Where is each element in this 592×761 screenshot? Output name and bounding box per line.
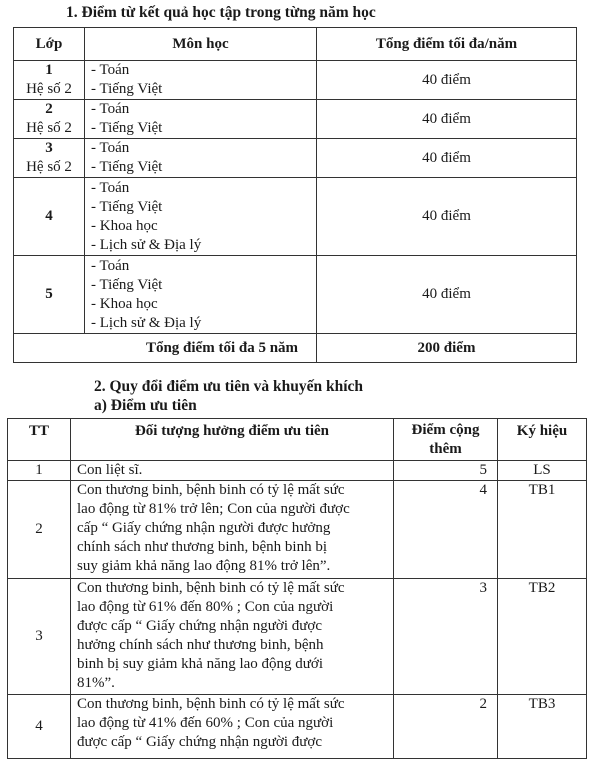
- table-row: [14, 61, 577, 100]
- col-header-max: Tổng điểm tối đa/năm: [317, 28, 577, 61]
- subject: - Tiếng Việt: [91, 159, 163, 175]
- table-row: [14, 178, 577, 256]
- row-number: 1: [8, 461, 71, 481]
- max-score: 40 điểm: [317, 139, 577, 178]
- grade: 1: [45, 62, 53, 78]
- target-text: Con thương binh, bệnh binh có tỷ lệ mất sức: [77, 696, 345, 712]
- subject: - Tiếng Việt: [91, 81, 163, 97]
- target-text: lao động từ 61% đến 80% ; Con của người: [77, 599, 334, 615]
- subject: - Toán: [91, 140, 130, 156]
- col-header-tt: TT: [8, 419, 71, 461]
- subject: - Toán: [91, 179, 130, 196]
- row-number: 2: [8, 481, 71, 579]
- subject: - Tiếng Việt: [91, 198, 163, 215]
- code: TB1: [498, 481, 587, 579]
- code: TB2: [498, 579, 587, 695]
- score-table: [13, 27, 577, 363]
- col-header-points: Điểm cộng thêm: [394, 419, 498, 461]
- target-text: chính sách như thương binh, bệnh binh bị: [77, 539, 327, 555]
- table-row: [14, 256, 577, 334]
- grade: 4: [14, 178, 85, 256]
- target-text: Con thương binh, bệnh binh có tỷ lệ mất sức: [77, 580, 345, 596]
- total-row: [14, 334, 577, 363]
- coefficient: Hệ số 2: [26, 120, 72, 136]
- target-text: hưởng chính sách như thương binh, bệnh: [77, 637, 324, 653]
- coefficient: Hệ số 2: [26, 81, 72, 97]
- subject: - Tiếng Việt: [91, 276, 163, 293]
- points: 3: [394, 579, 498, 695]
- target-text: binh bị suy giảm khả năng lao động dưới: [77, 656, 324, 672]
- col-header-grade: Lớp: [14, 28, 85, 61]
- row-number: 4: [8, 695, 71, 759]
- col-header-code: Ký hiệu: [498, 419, 587, 461]
- target-text: cấp “ Giấy chứng nhận người được hưởng: [77, 520, 331, 536]
- table-row: [8, 481, 587, 579]
- table-row: [8, 461, 587, 481]
- target-text: Con liệt sĩ.: [77, 462, 143, 478]
- target-text: suy giảm khả năng lao động 81% trở lên”.: [77, 558, 331, 574]
- subject: - Toán: [91, 101, 130, 117]
- grade: 3: [45, 140, 53, 156]
- coefficient: Hệ số 2: [26, 159, 72, 175]
- table-row: [14, 139, 577, 178]
- total-label: Tổng điểm tối đa 5 năm: [14, 334, 317, 363]
- subject: - Khoa học: [91, 217, 158, 234]
- target-text: lao động từ 41% đến 60% ; Con của người: [77, 715, 334, 731]
- table-row: [8, 695, 587, 759]
- table-row: [8, 579, 587, 695]
- table-row: [14, 100, 577, 139]
- col-header-subject: Môn học: [85, 28, 317, 61]
- max-score: 40 điểm: [317, 100, 577, 139]
- target-text: lao động từ 81% trở lên; Con của người được: [77, 501, 350, 517]
- priority-table: [7, 418, 587, 759]
- target-text: được cấp “ Giấy chứng nhận người được: [77, 734, 322, 750]
- target-text: Con thương binh, bệnh binh có tỷ lệ mất sức: [77, 482, 345, 498]
- col-header-target: Đối tượng hưởng điểm ưu tiên: [71, 419, 394, 461]
- max-score: 40 điểm: [317, 178, 577, 256]
- subject: - Lịch sử & Địa lý: [91, 236, 202, 253]
- subject: - Toán: [91, 62, 130, 78]
- section1-heading: 1. Điểm từ kết quả học tập trong từng năm học: [66, 4, 376, 21]
- subject: - Toán: [91, 257, 130, 274]
- total-value: 200 điểm: [317, 334, 577, 363]
- points: 2: [394, 695, 498, 759]
- max-score: 40 điểm: [317, 61, 577, 100]
- section2-heading: 2. Quy đổi điểm ưu tiên và khuyến khích: [94, 378, 363, 395]
- grade: 5: [14, 256, 85, 334]
- code: LS: [498, 461, 587, 481]
- target-text: 81%”.: [77, 675, 115, 691]
- points: 5: [394, 461, 498, 481]
- row-number: 3: [8, 579, 71, 695]
- code: TB3: [498, 695, 587, 759]
- points: 4: [394, 481, 498, 579]
- section2-subheading: a) Điểm ưu tiên: [94, 397, 197, 414]
- subject: - Tiếng Việt: [91, 120, 163, 136]
- target-text: được cấp “ Giấy chứng nhận người được: [77, 618, 322, 634]
- subject: - Lịch sử & Địa lý: [91, 314, 202, 331]
- subject: - Khoa học: [91, 295, 158, 312]
- max-score: 40 điểm: [317, 256, 577, 334]
- grade: 2: [45, 101, 53, 117]
